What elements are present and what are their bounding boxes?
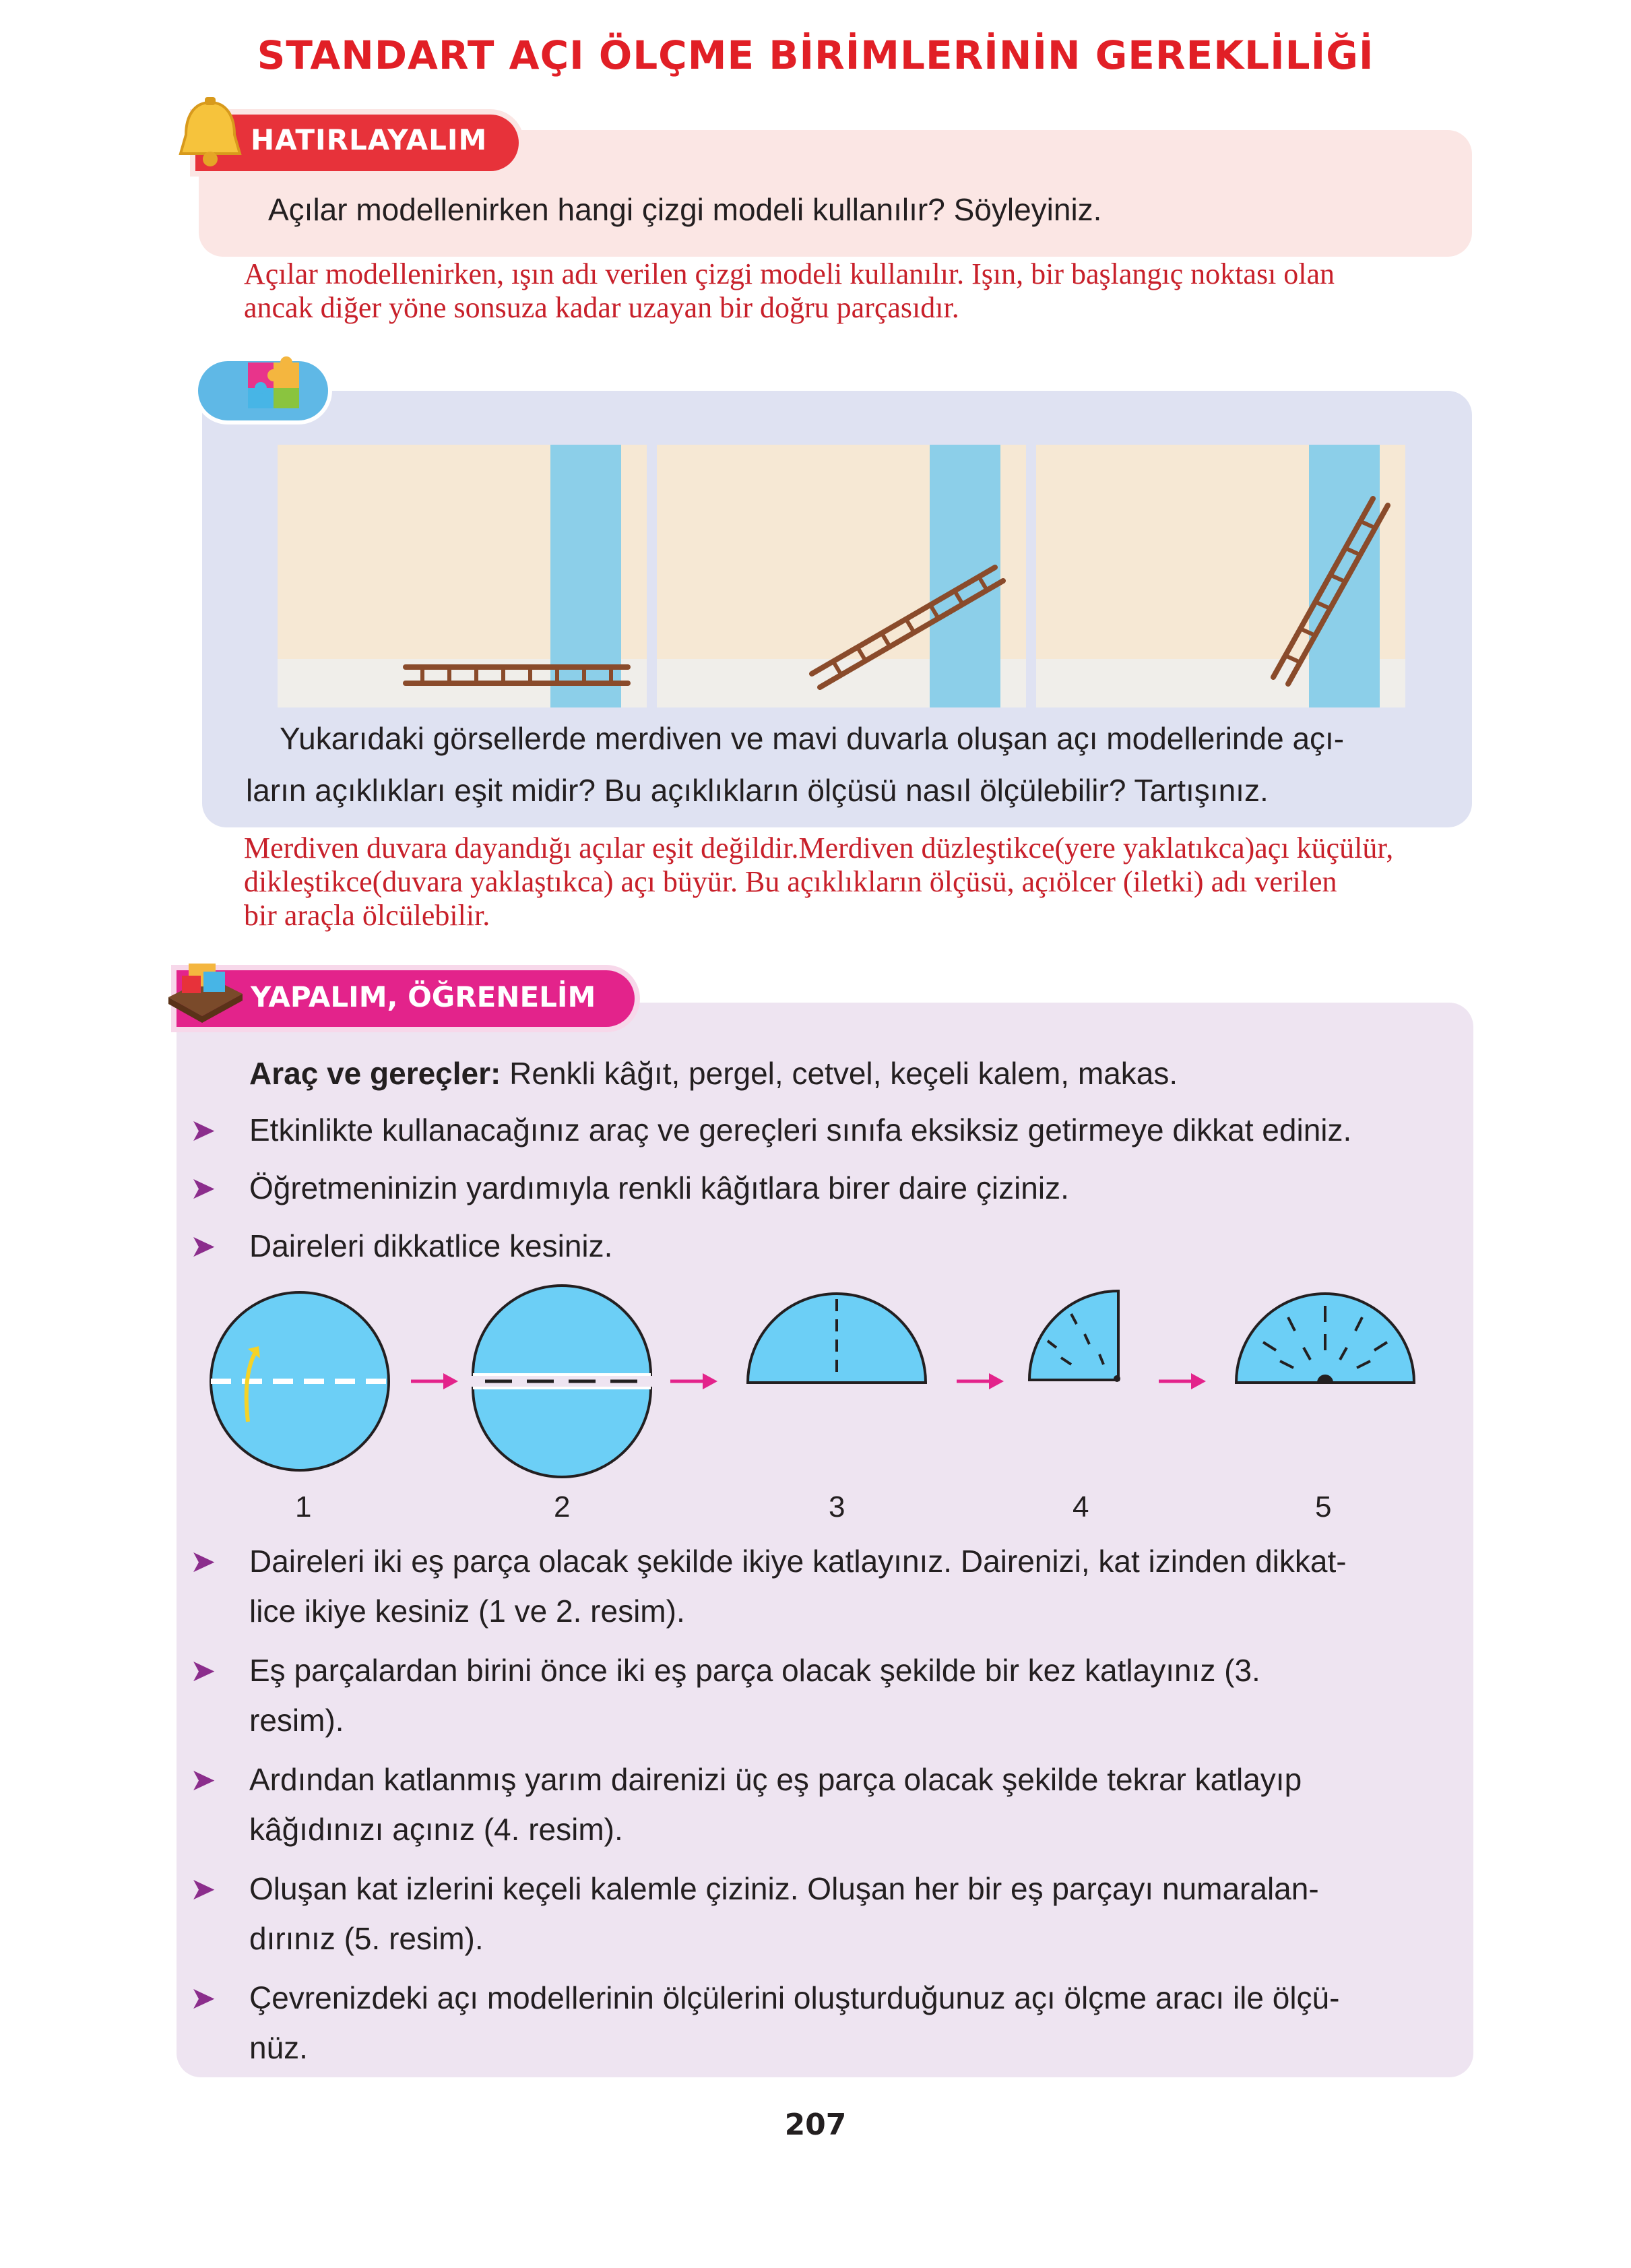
figure-number: 3 bbox=[829, 1490, 845, 1523]
page-number: 207 bbox=[784, 2108, 847, 2142]
materials-list: Renkli kâğıt, pergel, cetvel, keçeli kalem, makas. bbox=[501, 1056, 1178, 1091]
activity-tab-label: YAPALIM, ÖĞRENELİM bbox=[251, 980, 596, 1013]
step-line: lice ikiye kesiniz (1 ve 2. resim). bbox=[249, 1594, 685, 1629]
step-line: dırınız (5. resim). bbox=[249, 1921, 484, 1956]
materials-label: Araç ve gereçler: bbox=[249, 1056, 501, 1091]
step-line: Oluşan kat izlerini keçeli kalemle çiziniz. Oluşan her bir eş parçayı numaralan- bbox=[249, 1871, 1319, 1906]
ladder-scene-2 bbox=[657, 445, 1026, 707]
discussion-answer-line: dikleştikce(duvara yaklaştıkca) açı büyür. Bu açıklıkların ölçüsü, açıölcer (iletki) adı verilen bbox=[244, 865, 1337, 898]
arrow-right-icon: ➤ bbox=[190, 1980, 216, 2015]
figure-number: 2 bbox=[554, 1490, 571, 1523]
fold-step-2 bbox=[473, 1286, 651, 1477]
arrow-right-icon bbox=[989, 1373, 1004, 1389]
step-item: Daireleri dikkatlice kesiniz. bbox=[249, 1228, 613, 1263]
discussion-answer-line: Merdiven duvara dayandığı açılar eşit değildir.Merdiven düzleştikce(yere yaklatıkca)açı küçülür, bbox=[244, 831, 1394, 864]
discussion-answer-line: bir araçla ölcülebilir. bbox=[244, 899, 490, 932]
remember-answer-line: Açılar modellenirken, ışın adı verilen çizgi modeli kullanılır. Işın, bir başlangıç noktası olan bbox=[244, 257, 1335, 290]
figure-number: 1 bbox=[295, 1490, 312, 1523]
arrow-right-icon: ➤ bbox=[190, 1112, 216, 1147]
step-line: Ardından katlanmış yarım dairenizi üç eş parça olacak şekilde tekrar katlayıp bbox=[249, 1762, 1302, 1797]
ladder-icon bbox=[278, 445, 647, 707]
step-line: Çevrenizdeki açı modellerinin ölçülerini oluşturduğunuz açı ölçme aracı ile ölçü- bbox=[249, 1980, 1340, 2015]
discussion-line: Yukarıdaki görsellerde merdiven ve mavi duvarla oluşan açı modellerinde açı- bbox=[280, 721, 1345, 756]
remember-answer-line: ancak diğer yöne sonsuza kadar uzayan bir doğru parçasıdır. bbox=[244, 291, 959, 324]
arrow-right-icon bbox=[1191, 1373, 1206, 1389]
arrow-right-icon: ➤ bbox=[190, 1544, 216, 1579]
step-line: Daireleri iki eş parça olacak şekilde ikiye katlayınız. Dairenizi, kat izinden dikkat- bbox=[249, 1544, 1347, 1579]
remember-answer bbox=[244, 257, 1558, 325]
step-item bbox=[249, 1864, 1445, 1963]
ladder-icon bbox=[657, 445, 1026, 707]
arrow-right-icon: ➤ bbox=[190, 1653, 216, 1688]
folding-steps-figure bbox=[189, 1267, 1455, 1482]
remember-question: Açılar modellenirken hangi çizgi modeli kullanılır? Söyleyiniz. bbox=[268, 192, 1102, 227]
arrow-right-icon: ➤ bbox=[190, 1170, 216, 1205]
figure-number: 4 bbox=[1073, 1490, 1089, 1523]
book-icon bbox=[162, 957, 249, 1038]
fold-step-4 bbox=[1029, 1291, 1120, 1382]
arrow-right-icon bbox=[703, 1373, 717, 1389]
ladder-scene-3 bbox=[1036, 445, 1405, 707]
fold-step-3 bbox=[748, 1294, 926, 1383]
step-line: resim). bbox=[249, 1703, 344, 1738]
step-line: kâğıdınızı açınız (4. resim). bbox=[249, 1812, 623, 1847]
discussion-line: ların açıklıkları eşit midir? Bu açıklıkların ölçüsü nasıl ölçülebilir? Tartışınız. bbox=[246, 773, 1269, 808]
step-item: Öğretmeninizin yardımıyla renkli kâğıtlara birer daire çiziniz. bbox=[249, 1170, 1069, 1205]
discussion-answer bbox=[244, 831, 1558, 933]
arrow-right-icon: ➤ bbox=[190, 1762, 216, 1797]
ladder-scene-1 bbox=[278, 445, 647, 707]
discussion-text bbox=[246, 713, 1445, 817]
materials bbox=[249, 1048, 1178, 1098]
arrow-right-icon bbox=[443, 1373, 458, 1389]
arrow-right-icon: ➤ bbox=[190, 1228, 216, 1263]
remember-tab-label: HATIRLAYALIM bbox=[251, 123, 488, 156]
arrow-right-icon: ➤ bbox=[190, 1871, 216, 1906]
step-item bbox=[249, 1755, 1445, 1854]
step-line: Eş parçalardan birini önce iki eş parça olacak şekilde bir kez katlayınız (3. bbox=[249, 1653, 1260, 1688]
bell-icon bbox=[170, 94, 251, 175]
step-item bbox=[249, 1536, 1445, 1636]
fold-step-1 bbox=[211, 1292, 389, 1470]
figure-number: 5 bbox=[1315, 1490, 1332, 1523]
page-title: STANDART AÇI ÖLÇME BİRİMLERİNİN GEREKLİLİĞİ bbox=[257, 32, 1374, 78]
step-item: Etkinlikte kullanacağınız araç ve gereçleri sınıfa eksiksiz getirmeye dikkat ediniz. bbox=[249, 1112, 1352, 1147]
step-item bbox=[249, 1645, 1445, 1745]
step-item bbox=[249, 1973, 1445, 2073]
ladder-icon bbox=[1036, 445, 1405, 707]
fold-step-5 bbox=[1236, 1294, 1414, 1383]
puzzle-icon bbox=[234, 342, 315, 416]
step-line: nüz. bbox=[249, 2030, 308, 2065]
